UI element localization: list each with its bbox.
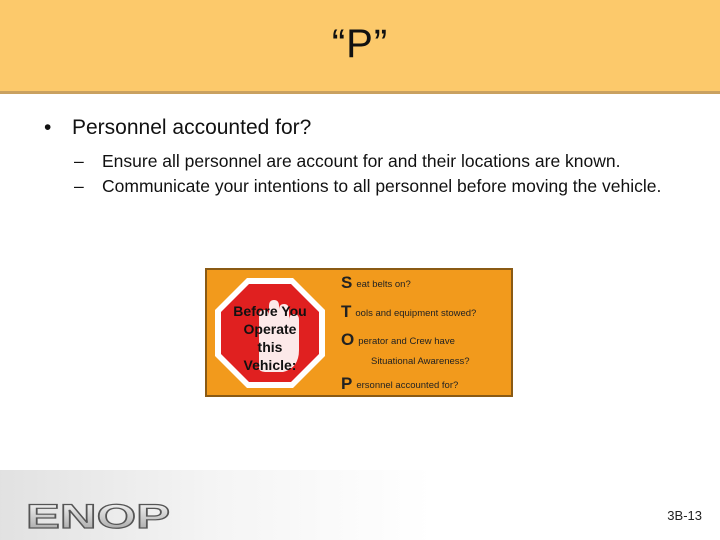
logo-text: ENOP <box>26 500 170 532</box>
row-letter: O <box>341 330 355 349</box>
stop-line: Vehicle: <box>243 357 297 373</box>
sub-bullet-dash: – <box>74 151 84 171</box>
stow-row-p <box>341 374 458 394</box>
sub-bullet-text: Ensure all personnel are account for and their locations are known. <box>102 151 621 171</box>
slide-number: 3B-13 <box>667 508 702 523</box>
stow-row-o-extra: Situational Awareness? <box>371 356 470 367</box>
stop-line: this <box>257 339 283 355</box>
stow-row-s <box>341 273 411 293</box>
enop-logo <box>24 500 174 532</box>
stop-line: Operate <box>243 321 297 337</box>
row-letter: S <box>341 273 353 292</box>
sub-bullet <box>74 150 662 173</box>
row-text: ersonnel accounted for? <box>356 380 459 391</box>
main-bullet-text: Personnel accounted for? <box>72 116 312 139</box>
stop-line: Before You <box>233 303 307 319</box>
row-text: eat belts on? <box>356 279 411 290</box>
row-text: ools and equipment stowed? <box>355 308 477 319</box>
sub-bullet-dash: – <box>74 176 84 196</box>
slide-header <box>0 0 720 94</box>
slide-body <box>44 114 694 198</box>
stow-row-t <box>341 302 476 322</box>
sub-bullet-text: Communicate your intentions to all personnel before moving the vehicle. <box>102 176 662 196</box>
row-letter: T <box>341 302 352 321</box>
stop-sign-text <box>219 302 321 374</box>
stow-row-o <box>341 330 455 350</box>
slide-title: “P” <box>331 22 389 66</box>
main-bullet <box>44 114 694 142</box>
sub-bullet <box>74 175 662 198</box>
bullet-dot: • <box>44 116 52 139</box>
stop-sign-image <box>205 268 513 397</box>
row-text: perator and Crew have <box>358 336 455 347</box>
row-letter: P <box>341 374 353 393</box>
